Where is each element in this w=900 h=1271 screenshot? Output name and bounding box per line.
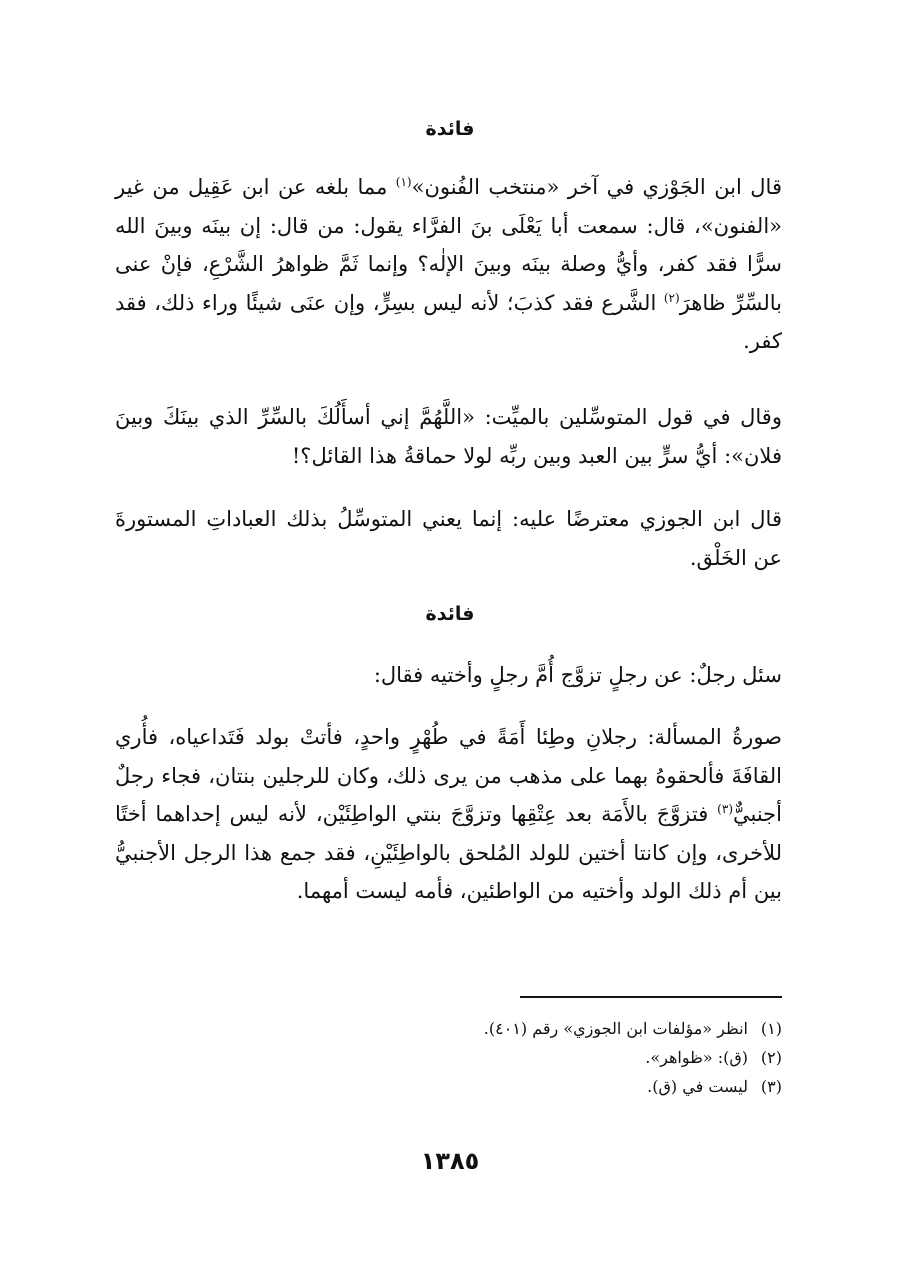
section-heading: فائدة — [425, 603, 475, 625]
footnote-text: ليست في (ق). — [647, 1077, 748, 1096]
paragraph — [115, 718, 782, 911]
footnote-marker: (١) — [395, 175, 412, 189]
paragraph-text: مما بلغه عن ابن عَقِيل من غير «الفنون»، قال: سمعت أبا يَعْلَى بنَ الفرَّاء يقول: من قال: إن بينَه وبينَ الله سرًّا فقد كفر، وأيُّ وصلة بينَه وبينَ الإلٰه؟ وإنما ثَمَّ ظواهرُ الشَّرْعِ، فإنْ عنى بالسِّرِّ ظاهرَ — [115, 175, 782, 315]
page-number: ١٣٨٥ — [420, 1147, 480, 1175]
paragraph-text: قال ابن الجَوْزي في آخر «منتخب الفُنون» — [411, 175, 782, 199]
footnote-number: (١) — [760, 1019, 782, 1038]
footnote-number: (٣) — [760, 1077, 782, 1096]
paragraph-text: الشَّرع فقد كذبَ؛ لأنه ليس بسِرٍّ، وإن عنَى شيئًا وراء ذلك، فقد كفر. — [115, 290, 782, 353]
footnote-text: (ق): «ظواهر». — [645, 1048, 748, 1067]
footnote — [115, 1014, 782, 1043]
paragraph: سئل رجلٌ: عن رجلٍ تزوَّج أُمَّ رجلٍ وأختيه فقال: — [373, 663, 782, 687]
footnotes — [115, 1014, 782, 1101]
section-heading: فائدة — [425, 118, 475, 140]
footnote-separator — [520, 996, 782, 998]
paragraph-text: فتزوَّجَ بالأَمَة بعد عِتْقِها وتزوَّجَ بنتي الواطِئَيْن، لأنه ليس إحداهما أختًا للأخرى، وإن كانتا أختين للولد المُلحق بالواطِئَيْنِ، فقد جمع هذا الرجل الأجنبيُّ بين أم ذلك الولد وأختيه من الواطئين، فأمه ليست أمهما. — [115, 802, 782, 903]
paragraph-text: صورةُ المسألة: رجلانِ وطِئا أَمَةً في طُهْرٍ واحدٍ، فأتتْ بولد فَتَداعياه، فأُري القافَةَ فألحقوهُ بهما على مذهب من يرى ذلك، وكان للرجلين بنتان، فجاء رجلٌ أجنبيٌّ — [115, 725, 782, 826]
footnote-marker: (٣) — [717, 802, 733, 816]
footnote — [115, 1072, 782, 1101]
footnote — [115, 1043, 782, 1072]
footnote-number: (٢) — [760, 1048, 782, 1067]
footnote-text: انظر «مؤلفات ابن الجوزي» رقم (٤٠١). — [483, 1019, 748, 1038]
paragraph: وقال في قول المتوسِّلين بالميِّت: «اللَّهُمَّ إني أسأَلُكَ بالسِّرِّ الذي بينَكَ وبينَ فلان»: أيُّ سرٍّ بين العبد وبين ربِّه لولا حماقةُ هذا القائل؟! — [115, 405, 782, 468]
paragraph: قال ابن الجوزي معترضًا عليه: إنما يعني المتوسِّلُ بذلك العباداتِ المستورةَ عن الخَلْق. — [115, 507, 782, 570]
paragraph — [115, 168, 782, 361]
footnote-marker: (٢) — [663, 290, 680, 305]
